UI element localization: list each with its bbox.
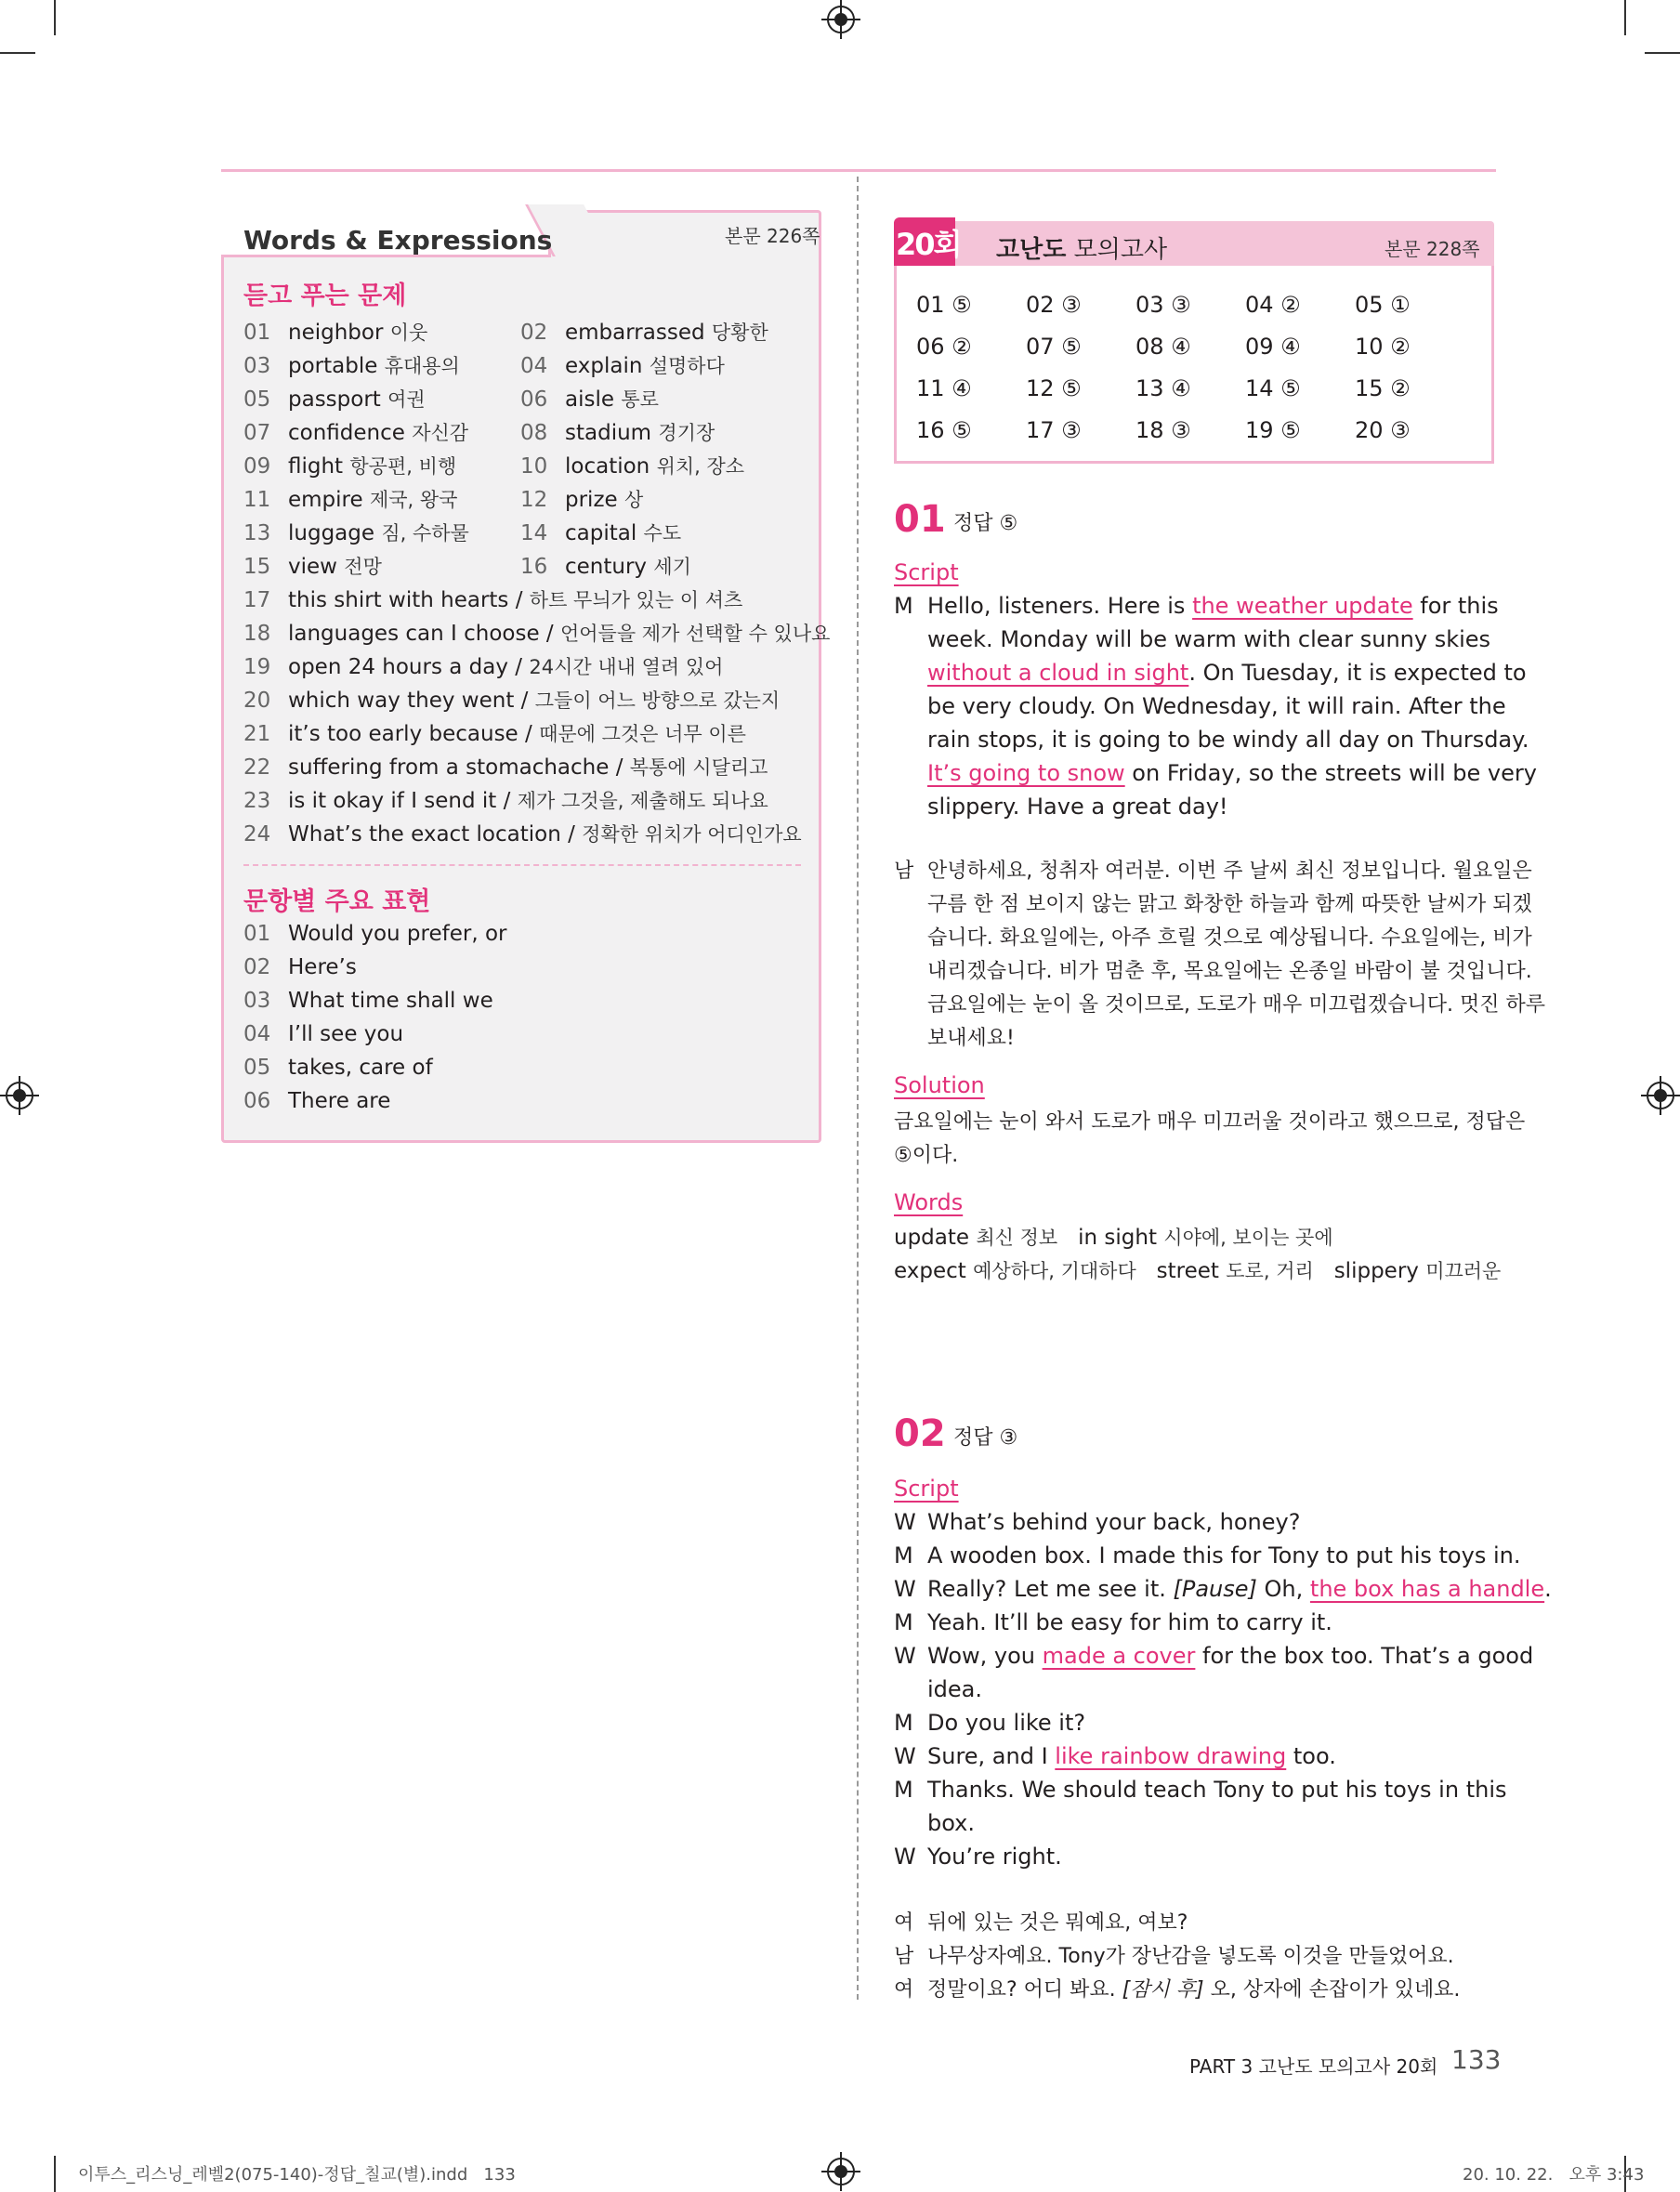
translation-line: 구름 한 점 보이지 않는 맑고 화창한 하늘과 함께 따뜻한 날씨가 되겠 [927,893,1532,916]
script-text-part: [잠시 후] [1122,1978,1204,2002]
speaker-label: M [894,593,913,619]
phrase-row [243,820,802,847]
answer-title [996,230,1167,265]
answer-label: 정답 ③ [953,1426,1018,1450]
korean-speaker-label: 남 [894,860,914,883]
word-row [520,318,768,346]
answer-cell: 03 ③ [1135,292,1191,318]
word-meaning: 위치, 장소 [656,455,745,478]
word-row [243,452,456,479]
registration-mark-icon [827,2158,855,2185]
word-row [243,485,457,513]
speaker-label: W [894,1509,916,1535]
script-text-part: Wow, you [927,1643,1043,1669]
words-line [894,1223,1354,1251]
script-text-part: on Friday, so the streets will be very [1124,760,1537,786]
word-row [520,418,715,446]
column-divider [857,177,859,2000]
answer-cell: 06 ② [916,334,972,360]
word-meaning: 짐, 수하물 [381,522,469,545]
expression-text: I’ll see you [288,1022,404,1046]
question-number: 01 [894,498,946,541]
word-meaning: 제국, 왕국 [369,489,458,511]
word-number: 08 [520,421,548,445]
answer-cell: 20 ③ [1355,417,1411,443]
word-meaning: 상 [623,489,644,511]
word-term: century [565,555,648,579]
expression-row [243,922,506,946]
script-line [927,760,1537,786]
word-term: capital [565,521,637,545]
expression-row [243,955,357,979]
speaker-label: M [894,1710,913,1736]
dialog-line [927,1676,982,1702]
section-divider [243,864,801,866]
word-term: luggage [288,521,375,545]
script-line [927,626,1490,652]
word-row [243,518,469,546]
script-text-part: rain stops, it is going to be windy all day on Thursday. [927,727,1529,753]
script-text-part: too. [1286,1743,1336,1769]
top-rule [221,169,1496,172]
expression-text: Here’s [288,955,357,979]
speaker-label: M [894,1609,913,1635]
words-label: Words [894,1189,964,1215]
word-number: 09 [243,454,271,479]
word-meaning: 설명하다 [649,355,725,377]
word-korean: 최신 정보 [976,1227,1058,1249]
script-line [927,794,1228,820]
script-line [927,727,1529,753]
script-text-part: Hello, listeners. Here is [927,593,1193,619]
phrase-row [243,619,830,647]
phrase-number: 23 [243,789,271,813]
expression-number: 03 [243,989,271,1013]
script-text-part: Do you like it? [927,1710,1086,1736]
speaker-label: W [894,1844,916,1870]
word-meaning: 세기 [653,556,691,578]
word-number: 10 [520,454,548,479]
word-english: in sight [1078,1226,1157,1250]
answer-cell: 13 ④ [1135,375,1191,401]
word-meaning: 여권 [387,388,426,411]
solution-line: ⑤이다. [894,1144,959,1167]
word-number: 04 [520,354,548,378]
answer-cell: 18 ③ [1135,417,1191,443]
answer-cell: 16 ⑤ [916,417,972,443]
phrase-row [243,652,723,680]
phrase-number: 21 [243,722,271,746]
word-term: portable [288,354,378,378]
script-text-part: Thanks. We should teach Tony to put his toys in this [927,1777,1507,1803]
expression-number: 02 [243,955,271,979]
words-line [894,1256,1521,1284]
word-meaning: 항공편, 비행 [349,455,457,478]
word-english: street [1156,1259,1219,1283]
dialog-line [927,1643,1533,1669]
running-footer [1189,2052,1437,2079]
word-number: 01 [243,321,271,345]
word-row [243,418,468,446]
script-highlight: the box has a handle [1309,1576,1545,1602]
script-highlight: the weather update [1192,593,1413,619]
answer-cell: 04 ② [1245,292,1301,318]
question-number: 02 [894,1412,946,1455]
phrase-row [243,686,780,714]
phrase-number: 22 [243,755,271,780]
expression-number: 05 [243,1056,271,1080]
phrase-row [243,719,746,747]
word-row [243,385,426,413]
word-korean: 도로, 거리 [1226,1260,1314,1282]
answer-cell: 01 ⑤ [916,292,972,318]
phrase-term: is it okay if I send it / [288,789,511,813]
script-text-part: . [1544,1576,1552,1602]
speaker-label: 여 [894,1911,914,1935]
word-term: flight [288,454,344,479]
registration-mark-icon [827,6,855,33]
translation-line: 보내세요! [927,1027,1015,1050]
registration-mark-icon [1647,1082,1674,1109]
solution-line: 금요일에는 눈이 와서 도로가 매우 미끄러울 것이라고 했으므로, 정답은 [894,1110,1526,1134]
speaker-label: W [894,1576,916,1602]
slug-file: 이투스_리스닝_레벨2(075-140)-정답_칠교(별).indd 133 [78,2165,516,2185]
script-text-part: 오, 상자에 손잡이가 있네요. [1203,1978,1461,2002]
word-english: expect [894,1259,966,1283]
word-meaning: 수도 [643,522,682,545]
script-text-part: You’re right. [927,1844,1062,1870]
word-meaning: 이웃 [389,322,428,344]
script-line [927,693,1506,719]
script-label: Script [894,559,959,585]
word-term: confidence [288,421,405,445]
answer-cell: 15 ② [1355,375,1411,401]
script-text-part: 정말이요? 어디 봐요. [927,1978,1122,2002]
word-number: 05 [243,387,271,412]
translation-line: 금요일에는 눈이 올 것이므로, 도로가 매우 미끄럽겠습니다. 멋진 하루 [927,993,1545,1017]
registration-mark-icon [6,1082,33,1109]
word-meaning: 당황한 [711,322,768,344]
speaker-label: W [894,1743,916,1769]
phrase-term: What’s the exact location / [288,822,575,847]
script-highlight: It’s going to snow [927,760,1125,786]
script-text-part: slippery. Have a great day! [927,794,1228,820]
word-number: 15 [243,555,271,579]
phrase-row [243,585,742,613]
crop-mark [0,52,35,54]
dialog-line [927,1777,1506,1803]
phrase-meaning: 제가 그것을, 제출해도 되나요 [517,790,768,812]
script-text-part: Oh, [1256,1576,1310,1602]
expression-number: 04 [243,1022,271,1046]
phrase-meaning: 그들이 어느 방향으로 갔는지 [534,689,781,712]
word-term: view [288,555,337,579]
script-text-part: for this [1412,593,1499,619]
answer-cell: 08 ④ [1135,334,1191,360]
word-row [243,351,460,379]
phrase-term: which way they went / [288,689,529,713]
word-term: stadium [565,421,652,445]
phrase-number: 20 [243,689,271,713]
word-meaning: 자신감 [412,422,469,444]
speaker-label: W [894,1643,916,1669]
word-number: 16 [520,555,548,579]
dialog-line [927,1609,1332,1635]
dialog-line [927,1710,1085,1736]
translation-line [927,1907,1188,1936]
translation-line: 내리겠습니다. 비가 멈춘 후, 목요일에는 온종일 바람이 불 것입니다. [927,960,1532,983]
script-text-part: 나무상자예요. Tony가 장난감을 넣도록 이것을 만들었어요. [927,1945,1454,1968]
expression-text: Would you prefer, or [288,922,507,946]
expression-text: takes, care of [288,1056,433,1080]
word-english: update [894,1226,970,1250]
answer-cell: 09 ④ [1245,334,1301,360]
word-number: 14 [520,521,548,545]
answer-cell: 12 ⑤ [1026,375,1082,401]
phrase-meaning: 24시간 내내 열려 있어 [529,656,724,678]
translation-line [927,1974,1460,2002]
script-text-part: week. Monday will be warm with clear sunny skies [927,626,1491,652]
answer-cell: 10 ② [1355,334,1411,360]
phrase-term: suffering from a stomachache / [288,755,623,780]
answer-cell: 14 ⑤ [1245,375,1301,401]
answer-cell: 19 ⑤ [1245,417,1301,443]
speaker-label: 여 [894,1978,914,2002]
script-highlight: without a cloud in sight [927,660,1189,686]
word-row [520,452,744,479]
word-row [520,552,691,580]
word-row [243,318,427,346]
word-term: location [565,454,650,479]
word-meaning: 통로 [621,388,659,411]
word-meaning: 휴대용의 [384,355,460,377]
answer-cell: 05 ① [1355,292,1411,318]
phrase-term: open 24 hours a day / [288,655,523,679]
phrase-meaning: 정확한 위치가 어디인가요 [582,823,802,846]
word-number: 02 [520,321,548,345]
word-korean: 예상하다, 기대하다 [973,1260,1136,1282]
crop-mark [54,2156,56,2192]
phrase-term: languages can I choose / [288,622,554,646]
answer-cell: 02 ③ [1026,292,1082,318]
dialog-line [927,1743,1336,1769]
footer-title: 고난도 모의고사 20회 [1258,2055,1438,2078]
word-term: embarrassed [565,321,705,345]
script-text-part: A wooden box. I made this for Tony to put his toys in. [927,1542,1521,1569]
word-term: explain [565,354,643,378]
answer-label: 정답 ⑤ [953,512,1018,535]
translation-line [927,1940,1454,1969]
script-text-part: Yeah. It’ll be easy for him to carry it. [927,1609,1332,1635]
script-highlight: like rainbow drawing [1055,1743,1287,1769]
phrase-meaning: 언어들을 제가 선택할 수 있나요 [559,623,831,645]
word-number: 13 [243,521,271,545]
solution-label: Solution [894,1072,985,1098]
word-term: neighbor [288,321,384,345]
word-number: 07 [243,421,271,445]
script-text-part: box. [927,1810,976,1836]
phrase-number: 19 [243,655,271,679]
answer-cell: 17 ③ [1026,417,1082,443]
phrase-row [243,786,768,814]
phrase-meaning: 때문에 그것은 너무 이른 [539,723,746,745]
script-text-part: Sure, and I [927,1743,1056,1769]
script-label: Script [894,1476,959,1502]
word-meaning: 전망 [344,556,382,578]
script-line [927,660,1527,686]
script-text-part: idea. [927,1676,983,1702]
word-number: 03 [243,354,271,378]
phrase-number: 18 [243,622,271,646]
script-text-part: Really? Let me see it. [927,1576,1174,1602]
word-meaning: 경기장 [658,422,715,444]
script-text-part: 뒤에 있는 것은 뭐예요, 여보? [927,1911,1188,1935]
answer-cell: 11 ④ [916,375,972,401]
page-number: 133 [1451,2044,1502,2075]
expression-row [243,1022,403,1046]
answer-cell: 07 ⑤ [1026,334,1082,360]
expression-number: 06 [243,1089,271,1113]
word-term: passport [288,387,381,412]
phrase-row [243,753,768,781]
page-ref: 본문 226쪽 [725,225,820,247]
dialog-line [927,1509,1300,1535]
word-number: 06 [520,387,548,412]
word-row [243,552,382,580]
dialog-line [927,1576,1552,1602]
word-term: aisle [565,387,615,412]
word-row [520,485,643,513]
script-text-part: for the box too. That’s a good [1195,1643,1534,1669]
script-text-part: [Pause] [1173,1576,1257,1602]
script-line [927,593,1499,619]
translation-line: 습니다. 화요일에는, 아주 흐릴 것으로 예상됩니다. 수요일에는, 비가 [927,926,1532,950]
word-number: 11 [243,488,271,512]
expression-row [243,1056,433,1080]
script-text-part: What’s behind your back, honey? [927,1509,1301,1535]
expression-row [243,989,493,1013]
script-text-part: . On Tuesday, it is expected to [1188,660,1527,686]
section-title-expressions: 문항별 주요 표현 [243,887,431,916]
footer-part: PART 3 [1189,2055,1253,2078]
expression-text: What time shall we [288,989,493,1013]
translation-line: 안녕하세요, 청취자 여러분. 이번 주 날씨 최신 정보입니다. 월요일은 [927,860,1532,883]
word-korean: 미끄러운 [1425,1260,1502,1282]
phrase-number: 24 [243,822,271,847]
expression-row [243,1089,390,1113]
crop-mark [1645,52,1680,54]
script-text-part: be very cloudy. On Wednesday, it will rain. After the [927,693,1506,719]
word-term: empire [288,488,363,512]
word-korean: 시야에, 보이는 곳에 [1163,1227,1333,1249]
word-english: slippery [1333,1259,1419,1283]
phrase-meaning: 하트 무늬가 있는 이 셔츠 [529,589,743,611]
answer-page-ref: 본문 228쪽 [1385,238,1480,260]
box-title: Words & Expressions [243,225,553,256]
speaker-label: M [894,1542,913,1569]
section-title-listening: 듣고 푸는 문제 [243,282,407,310]
answer-title-rest: 모의고사 [1073,236,1168,264]
answer-title-bold: 고난도 [996,236,1067,264]
speaker-label: M [894,1777,913,1803]
dialog-line [927,1542,1520,1569]
slug-date: 20. 10. 22. 오후 3:43 [1463,2165,1645,2185]
word-number: 12 [520,488,548,512]
dialog-line [927,1844,1062,1870]
script-highlight: made a cover [1042,1643,1196,1669]
phrase-term: this shirt with hearts / [288,588,523,612]
word-term: prize [565,488,618,512]
crop-mark [54,0,56,35]
crop-mark [1624,0,1626,35]
dialog-line [927,1810,975,1836]
word-row [520,385,659,413]
expression-text: There are [288,1089,391,1113]
expression-number: 01 [243,922,271,946]
speaker-label: 남 [894,1945,914,1968]
word-row [520,518,681,546]
word-row [520,351,725,379]
phrase-term: it’s too early because / [288,722,532,746]
round-badge-label: 20회 [896,227,961,262]
phrase-number: 17 [243,588,271,612]
phrase-meaning: 복통에 시달리고 [629,756,768,779]
